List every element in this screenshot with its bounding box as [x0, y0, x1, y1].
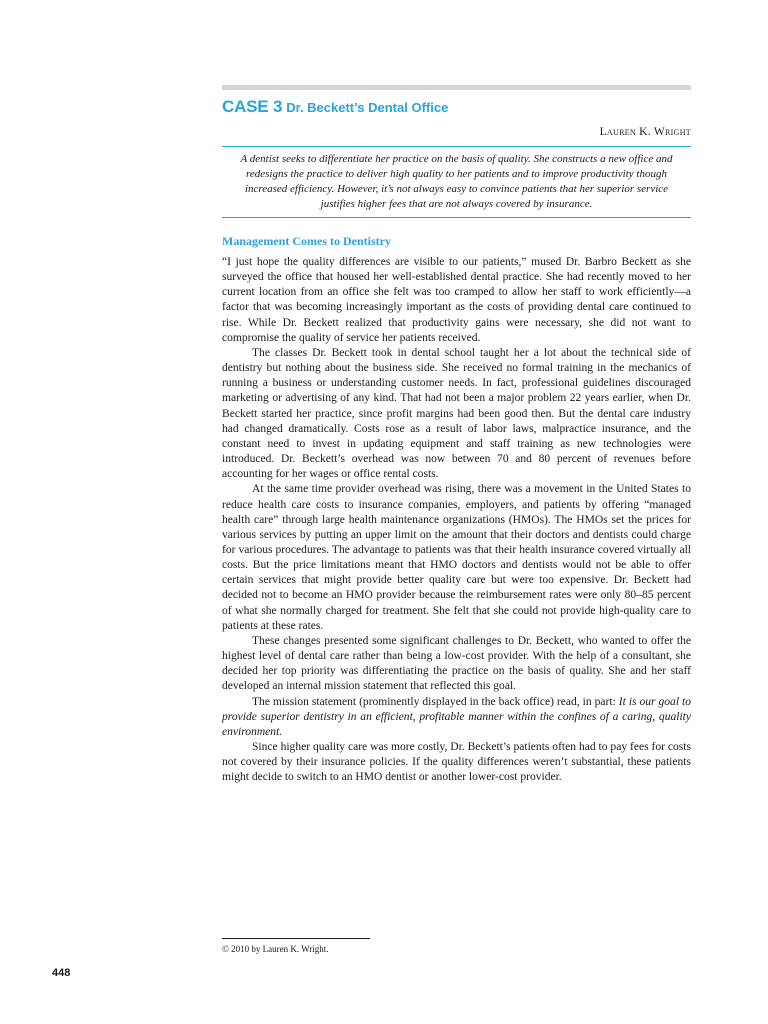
case-heading [222, 97, 448, 117]
paragraph-2: The classes Dr. Beckett took in dental school taught her a lot about the technical side of dentistry but nothing about the business side. She received no formal training in the mechanics of running a business or understanding customer needs. In fact, professional guidelines discouraged marketing or advertising of any kind. That had not been a major problem 22 years earlier, when Dr. Beckett started her practice, since profit margins had been good then. But the dental care industry had changed dramatically. Costs rose as a result of labor laws, malpractice insurance, and the constant need to invest in updating equipment and staff training as new technologies were introduced. Dr. Beckett’s overhead was now between 70 and 80 percent of revenues before accounting for her wages or office rental costs. [222, 346, 691, 481]
body-text [222, 255, 691, 785]
top-rule [222, 85, 691, 90]
paragraph-4: These changes presented some significant challenges to Dr. Beckett, who wanted to offer the highest level of dental care rather than being a low-cost provider. With the help of a consultant, she decided her top priority was differentiating the practice on the basis of quality. She and her staff developed an internal mission statement that reflected this goal. [222, 634, 691, 693]
footnote: © 2010 by Lauren K. Wright. [222, 944, 329, 954]
mission-quote: It is our goal to provide superior dentistry in an efficient, profitable manner within the confines of a caring, quality environment. [222, 695, 692, 738]
paragraph-mission [222, 695, 691, 740]
paragraph-1: “I just hope the quality differences are visible to our patients,” mused Dr. Barbro Beckett as she surveyed the office that housed her well-established dental practice. She had recently moved to her current location from an office she felt was too cramped to allow her staff to work efficiently—a factor that was becoming increasingly important as the costs of providing dental care continued to rise. While Dr. Beckett realized that productivity gains were necessary, she did not want to compromise the quality of service her patients received. [222, 256, 691, 344]
paragraph-final: Since higher quality care was more costly, Dr. Beckett’s patients often had to pay fees for costs not covered by their insurance policies. If the quality differences weren’t substantial, these patients might decide to switch to an HMO dentist or another lower-cost provider. [222, 741, 691, 784]
page-number: 448 [52, 967, 71, 979]
footnote-rule [222, 938, 370, 939]
case-number: CASE 3 [222, 97, 283, 116]
section-heading: Management Comes to Dentistry [222, 234, 391, 248]
abstract-box [222, 146, 691, 218]
paragraph-3: At the same time provider overhead was rising, there was a movement in the United States to reduce health care costs to insurance companies, employers, and patients by offering “managed health care” through large health maintenance organizations (HMOs). The HMOs set the prices for various services by putting an upper limit on the amount that their doctors and dentists could charge for various procedures. The advantage to patients was that their health insurance covered virtually all costs. But the price limitations meant that HMO doctors and dentists would not be able to offer certain services that might provide better quality care but were too expensive. Dr. Beckett had decided not to become an HMO provider because the reimbursement rates were only 80–85 percent of what she normally charged for treatment. She felt that she could not provide high-quality care to patients at these rates. [222, 483, 691, 632]
case-title: Dr. Beckett’s Dental Office [286, 100, 449, 115]
abstract-text: A dentist seeks to differentiate her practice on the basis of quality. She constructs a new office and redesigns the practice to deliver high quality to her patients and to improve productivity though increased efficiency. However, it’s not always easy to convince patients that her superior service justifies higher fees that are not always covered by insurance. [240, 153, 673, 210]
mission-intro: The mission statement (prominently displayed in the back office) read, in part: [252, 695, 619, 708]
author-name: Lauren K. Wright [599, 126, 691, 138]
